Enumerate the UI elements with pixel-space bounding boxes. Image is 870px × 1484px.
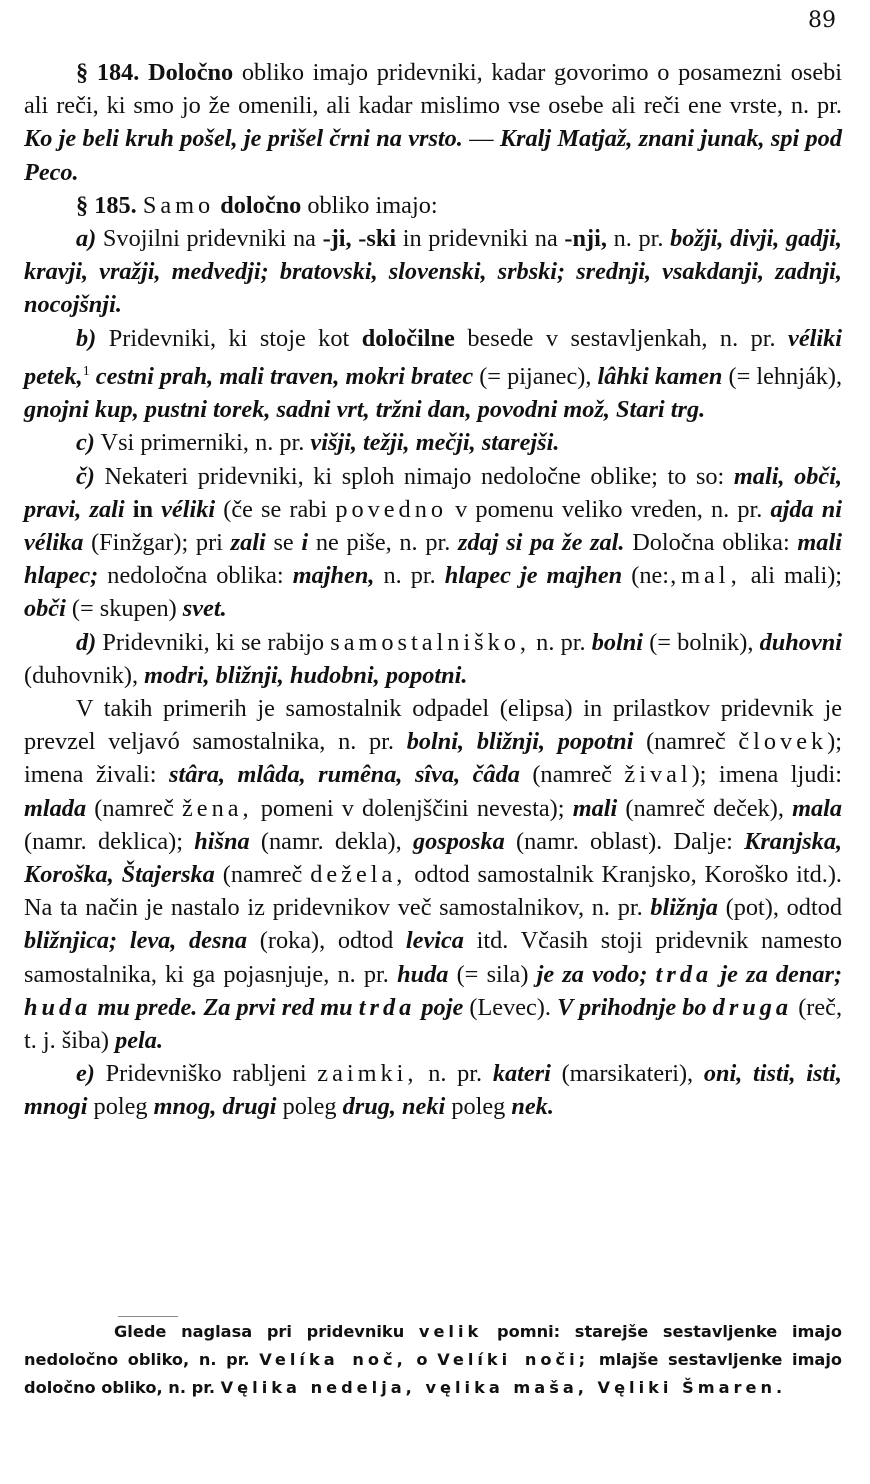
spaced-example: huda (24, 993, 92, 1021)
text: (če se rabi (223, 495, 328, 523)
text: (Finžgar); pri (91, 528, 223, 556)
spaced-text: ‚mal‚ (669, 562, 742, 590)
item-d (24, 626, 842, 692)
text: (reč, t. j. šiba) (24, 993, 843, 1054)
text: Določna oblika: (632, 528, 790, 556)
text: poleg (451, 1093, 506, 1121)
example: véliki (161, 495, 216, 523)
example: obči (24, 595, 66, 623)
spaced-text: žival (624, 761, 692, 789)
example: mali, obči, pravi, zali (24, 462, 843, 523)
text: mlajše sestavljenke imajo določno obliko, n. pr. (24, 1350, 843, 1397)
text: (Levec). (469, 993, 551, 1021)
text: Vsi primerniki, n. pr. (100, 429, 305, 457)
spaced-text: dežela, (310, 860, 407, 888)
example: zdaj si pa že zal. (458, 528, 625, 556)
example: svet. (182, 595, 227, 623)
example: lâhki kamen (597, 362, 723, 390)
text: (namr. dekla), (260, 827, 402, 855)
text: (namreč (94, 794, 174, 822)
text: obliko imajo: (307, 191, 438, 219)
example: majhen, (292, 562, 375, 590)
text: ); imena ljudi: (691, 761, 843, 789)
item-cc (24, 460, 842, 626)
bold-term: določno (220, 191, 302, 219)
example: poje (421, 993, 464, 1021)
example: huda (397, 960, 449, 988)
text: pomeni v dolenjščini nevesta); (260, 794, 565, 822)
example: bolni, bližnji, popotni (406, 728, 634, 756)
item-a (24, 222, 842, 322)
text: (namreč (532, 761, 612, 789)
text: (namr. deklica); (24, 827, 183, 855)
spaced-text: človek (738, 728, 828, 756)
text: Nekateri pridevniki, ki sploh nimajo nedoločne oblike; to so: (104, 462, 725, 490)
example: bližnja (650, 894, 718, 922)
text: (duhovnik), (24, 661, 139, 689)
text: (marsikateri), (561, 1060, 694, 1088)
example: zali (230, 528, 266, 556)
bold-term: in (132, 495, 153, 523)
spaced-example: druga (712, 993, 793, 1021)
text: (= pijanec), (479, 362, 592, 390)
example: hišna (194, 827, 250, 855)
footnote (24, 1318, 842, 1402)
example: božji, divji, gadji, kravji, vražji, medvedji; bratovski, slovenski, srbski; srednji, vsakdanji, zadnji, nocojšnji. (24, 225, 842, 319)
text: V takih primerih je samostalnik odpadel (elipsa) in prilastkov pridevnik je prevzel veljavó samostalnika, n. pr. (24, 694, 842, 756)
spaced-text: velik (418, 1322, 483, 1341)
paragraph-185 (24, 189, 842, 222)
bold-suffix: -nji, (564, 225, 607, 253)
footnote-divider (118, 1316, 178, 1317)
paragraph-ellipsis (24, 692, 842, 1057)
spaced-text: Velíka noč, (259, 1350, 407, 1369)
example: višji, težji, mečji, starejši. (310, 429, 560, 457)
bold-term: Določno (148, 59, 234, 86)
example: levica (405, 927, 464, 955)
text: poleg (93, 1093, 148, 1121)
example: ajda ni vélika (24, 495, 843, 556)
item-label: d) (76, 628, 97, 656)
text: (pot), odtod (725, 894, 842, 922)
text: (= lehnják), (728, 362, 843, 390)
text: besede v sestavljenkah, n. pr. (467, 324, 776, 352)
spaced-text: Samo (142, 191, 215, 219)
example: Kranjska, Koroška, Štajerska (24, 827, 843, 888)
text: Pridevniki, ki se rabijo (102, 628, 325, 656)
text: obliko imajo pridevniki, kadar govorimo o posamezni osebi ali reči, ki smo jo že omenili, ali kadar mislimo vse osebe ali reči ene vrste, n. pr. (24, 59, 843, 120)
example: mnog, drugi (153, 1093, 277, 1121)
paragraph-184 (24, 56, 842, 189)
main-text (24, 56, 842, 1124)
page-number: 89 (808, 8, 836, 33)
example: Kralj Matjaž, znani junak, spi pod Peco. (24, 125, 842, 186)
item-label: č) (76, 462, 95, 490)
example: stâra, mlâda, rumêna, sîva, čâda (169, 761, 520, 789)
text: (ne: (631, 562, 670, 590)
item-e (24, 1057, 842, 1123)
example: gosposka (412, 827, 505, 855)
text: itd. Včasih stoji pridevnik namesto samostalnika, ki ga pojasnjuje, n. pr. (24, 927, 843, 988)
example: kateri (492, 1060, 551, 1088)
example: bolni (591, 628, 644, 656)
example: Ko je beli kruh pošel, je prišel črni na vrsto. (24, 125, 463, 153)
text: n. pr. (536, 628, 586, 656)
item-c (24, 426, 842, 459)
section-number: § 184. (76, 59, 140, 86)
text: odtod samostalnik Kranjsko, Koroško itd.). Na ta način je nastalo iz pridevnikov več samostalnikov, n. pr. (24, 860, 843, 922)
example: je za denar; (720, 960, 843, 988)
text: (namreč (222, 860, 303, 888)
text: in pridevniki na (402, 225, 558, 253)
item-label: a) (76, 225, 97, 253)
text: ne piše, n. pr. (315, 528, 451, 556)
text: (namr. oblast). Dalje: (516, 827, 733, 855)
text: poleg (282, 1093, 337, 1121)
text: (= bolnik), (649, 628, 754, 656)
bold-suffix: -ji, -ski (322, 225, 397, 253)
item-label: c) (76, 429, 95, 457)
item-label: b) (76, 324, 97, 352)
bold-term: določilne (361, 324, 455, 352)
example: je za vodo; (536, 960, 648, 988)
spaced-text: samostalniško, (330, 628, 530, 656)
text: Glede naglasa pri pridevniku (114, 1322, 405, 1341)
text: (roka), odtod (259, 927, 394, 955)
text: Pridevniki, ki stoje kot (108, 324, 350, 352)
text: (namreč deček), (625, 794, 784, 822)
example: mlada (24, 794, 87, 822)
example: drug, neki (342, 1093, 446, 1121)
example: gnojni kup, pustni torek, sadni vrt, tržni dan, povodni mož, Stari trg. (24, 396, 706, 424)
spaced-text: Velíki noči; (437, 1350, 590, 1369)
spaced-example: trda (358, 993, 416, 1021)
example: V prihodnje bo (557, 993, 707, 1021)
spaced-text: povedno (335, 495, 448, 523)
example: mala (792, 794, 843, 822)
example: mali hlapec; (24, 528, 842, 590)
example: mu prede. Za prvi red mu (97, 993, 353, 1021)
text: ali mali); (750, 562, 843, 590)
text: ); imena živali: (24, 728, 842, 789)
example: nek. (511, 1093, 554, 1121)
example: cestni prah, mali traven, mokri bratec (95, 362, 474, 390)
text: Svojilni pridevniki na (102, 225, 316, 253)
item-b (24, 322, 842, 427)
example: modri, bližnji, hudobni, popotni. (144, 661, 468, 689)
example: i (301, 528, 309, 556)
text: pomni: starejše sestavljenke imajo nedoločno obliko, n. pr. (24, 1322, 842, 1369)
example: mali (572, 794, 618, 822)
item-label: e) (76, 1060, 95, 1088)
example: oni, tisti, isti, mnogi (24, 1060, 843, 1121)
spaced-text: zaimki, (317, 1060, 418, 1088)
example: pela. (115, 1026, 164, 1054)
text: (= skupen) (71, 595, 177, 623)
spaced-text: Vęlika nedelja, vęlika maša, Vęliki Šmaren. (220, 1378, 787, 1397)
text: (namreč (646, 728, 726, 756)
text: n. pr. (383, 562, 436, 590)
text: se (273, 528, 294, 556)
example: véliki petek, (24, 324, 843, 390)
text: Pridevniško rabljeni (105, 1060, 307, 1088)
text: n. pr. (613, 225, 664, 253)
example: duhovni (759, 628, 842, 656)
example: bližnjica; leva, desna (24, 927, 248, 955)
section-number: § 185. (76, 191, 137, 219)
text: (= sila) (456, 960, 529, 988)
text: nedoločna oblika: (107, 562, 284, 590)
example: hlapec je majhen (444, 562, 623, 590)
text: n. pr. (428, 1060, 483, 1088)
spaced-text: žena, (182, 794, 253, 822)
text: v pomenu veliko vreden, n. pr. (455, 495, 763, 523)
footnote-marker: 1 (82, 363, 90, 379)
text: — (462, 125, 500, 153)
spaced-example: trda (655, 960, 713, 988)
text: o (416, 1350, 428, 1369)
